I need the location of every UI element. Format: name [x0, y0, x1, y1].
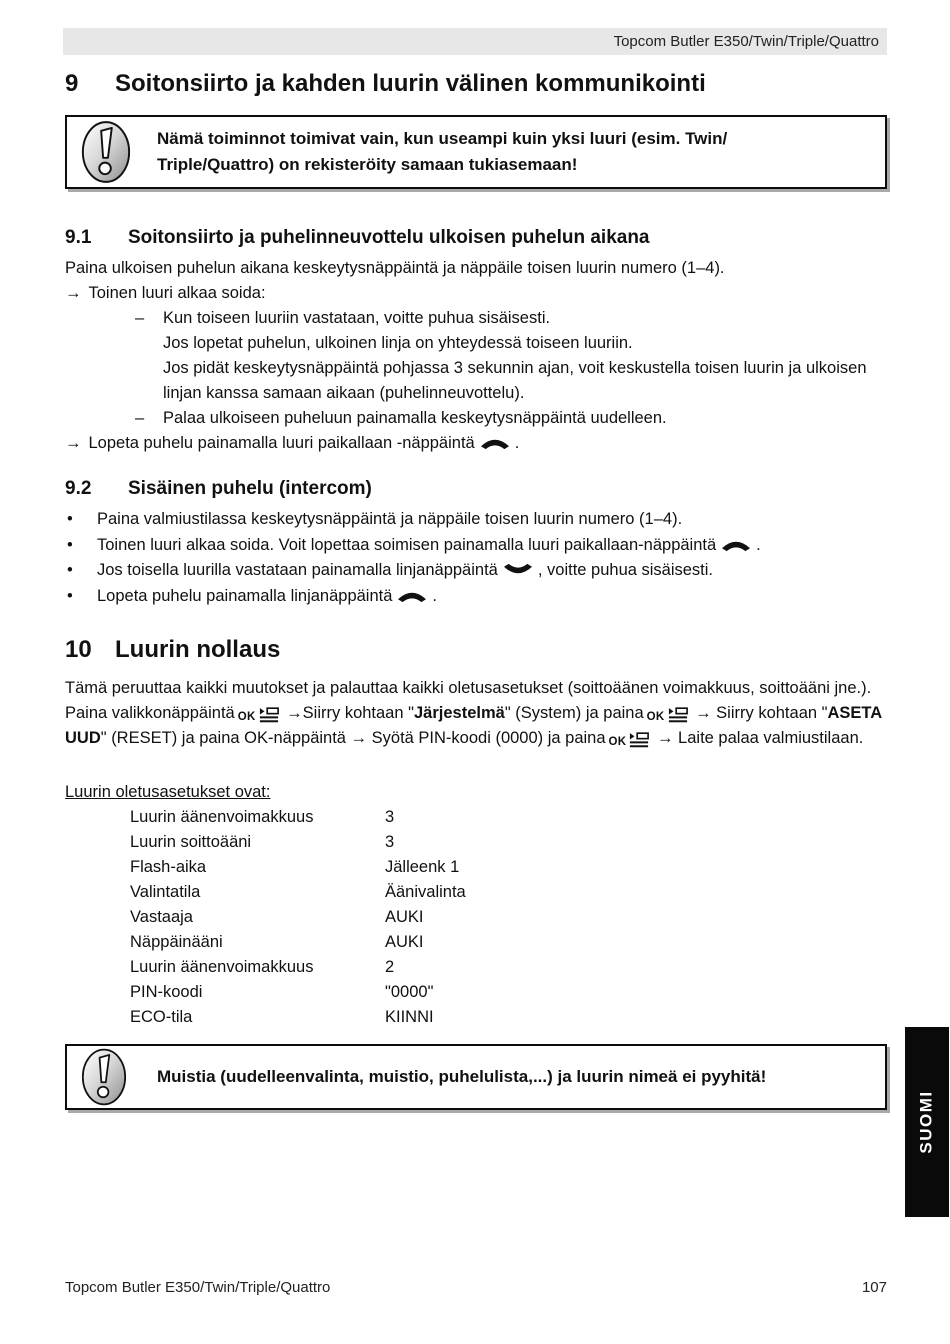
instruction-run: →Siirry kohtaan "	[281, 704, 414, 722]
table-row	[65, 830, 887, 855]
bullet-icon: •	[67, 561, 73, 579]
page-header-bar	[63, 28, 887, 55]
section-9-1-heading	[65, 226, 887, 250]
section-9-heading	[65, 68, 887, 100]
setting-label: PIN-koodi	[130, 983, 203, 1001]
result-text: Lopeta puhelu painamalla luuri paikallaan -näppäintä	[88, 434, 475, 452]
bullet-list-item	[65, 507, 887, 533]
notice-line: Triple/Quattro) on rekisteröity samaan tukiasemaan!	[157, 155, 578, 174]
setting-value: AUKI	[385, 908, 424, 926]
ok-key-label: OK	[646, 711, 665, 723]
reset-instructions-paragraph	[65, 701, 887, 751]
notice-box-multi-handset	[65, 115, 887, 189]
section-9-2-heading	[65, 477, 887, 501]
section-number: 9.1	[65, 227, 92, 248]
bullet-icon: •	[67, 510, 73, 528]
dash-item-text: Palaa ulkoiseen puheluun painamalla keskeytysnäppäintä uudelleen.	[163, 409, 667, 427]
ok-menu-key-icon	[647, 707, 688, 723]
notice-text: Muistia (uudelleenvalinta, muistio, puhelulista,...) ja luurin nimeä ei pyyhitä!	[157, 1067, 767, 1086]
arrow-right-icon: →	[65, 284, 82, 302]
instruction-run: → Siirry kohtaan "	[690, 704, 828, 722]
page-footer	[65, 1279, 887, 1296]
handset-down-icon	[479, 436, 511, 450]
bullet-icon: •	[67, 586, 73, 605]
setting-value: KIINNI	[385, 1008, 434, 1026]
dash-item-text: Kun toiseen luuriin vastataan, voitte puhua sisäisesti.	[163, 309, 551, 327]
ok-menu-key-icon	[609, 732, 650, 748]
bullet-list-item	[65, 558, 887, 584]
dash-item-text: Jos pidät keskeytysnäppäintä pohjassa 3 sekunnin ajan, voit keskustella toisen luurin ja ulkoisen linjan kanssa samaan aikaan (puhelinneuvottelu).	[163, 359, 867, 402]
setting-label: Luurin äänenvoimakkuus	[130, 958, 314, 976]
bullet-text-tail: .	[756, 535, 761, 554]
result-line	[65, 281, 887, 306]
footer-product-name: Topcom Butler E350/Twin/Triple/Quattro	[65, 1279, 331, 1296]
table-row	[65, 1005, 887, 1030]
dash-icon: –	[135, 409, 145, 427]
setting-label: Luurin soittoääni	[130, 833, 252, 851]
dash-list-item	[65, 306, 887, 406]
ok-key-label: OK	[608, 736, 627, 748]
setting-value: 3	[385, 808, 395, 826]
result-text: Toinen luuri alkaa soida:	[88, 284, 266, 302]
setting-label: Vastaaja	[130, 908, 193, 926]
notice-text	[157, 126, 727, 178]
section-title: Luurin nollaus	[115, 636, 281, 663]
bullet-icon: •	[67, 535, 73, 554]
arrow-right-icon: →	[65, 434, 82, 452]
bullet-text: Toinen luuri alkaa soida. Voit lopettaa soimisen painamalla luuri paikallaan-näppäintä	[97, 535, 717, 554]
instruction-run: → Laite palaa valmiustilaan.	[652, 729, 864, 747]
section-title: Soitonsiirto ja puhelinneuvottelu ulkoisen puhelun aikana	[128, 227, 650, 248]
section-title: Soitonsiirto ja kahden luurin välinen kommunikointi	[115, 70, 706, 97]
menu-item-name: Järjestelmä	[413, 704, 505, 722]
bullet-text: Jos toisella luurilla vastataan painamalla linjanäppäintä	[97, 561, 498, 579]
setting-label: Valintatila	[130, 883, 201, 901]
instruction-run: " (System) ja paina	[504, 704, 644, 722]
bullet-text: Paina valmiustilassa keskeytysnäppäintä ja näppäile toisen luurin numero (1–4).	[97, 510, 683, 528]
setting-label: ECO-tila	[130, 1008, 193, 1026]
defaults-table	[65, 805, 887, 1030]
language-tab-suomi	[905, 1027, 949, 1217]
table-row	[65, 955, 887, 980]
section-9-1-intro: Paina ulkoisen puhelun aikana keskeytysnäppäintä ja näppäile toisen luurin numero (1–4).	[65, 259, 725, 277]
menu-item-name: ASETA UUD	[65, 704, 882, 747]
instruction-run: Paina valikkonäppäintä	[65, 704, 235, 722]
exclamation-icon	[79, 119, 157, 185]
section-number: 10	[65, 636, 92, 663]
setting-value: 2	[385, 958, 395, 976]
notice-line: Nämä toiminnot toimivat vain, kun useampi kuin yksi luuri (esim. Twin/	[157, 129, 728, 148]
dash-icon: –	[135, 309, 145, 327]
section-title: Sisäinen puhelu (intercom)	[128, 478, 372, 499]
notice-box-memory	[65, 1044, 887, 1110]
setting-value: "0000"	[385, 983, 434, 1001]
bullet-text-tail: .	[432, 586, 437, 605]
dash-item-text: Jos lopetat puhelun, ulkoinen linja on yhteydessä toiseen luuriin.	[163, 334, 633, 352]
setting-value: AUKI	[385, 933, 424, 951]
language-tab-label: SUOMI	[917, 1090, 937, 1154]
result-line	[65, 431, 887, 456]
setting-value: 3	[385, 833, 395, 851]
table-row	[65, 880, 887, 905]
section-number: 9.2	[65, 478, 92, 499]
setting-label: Luurin äänenvoimakkuus	[130, 808, 314, 826]
result-text-tail: .	[514, 434, 520, 452]
bullet-list-item	[65, 533, 887, 559]
section-10-paragraph: Tämä peruuttaa kaikki muutokset ja palauttaa kaikki oletusasetukset (soittoäänen voimakkuus, soittoääni jne.).	[65, 679, 872, 697]
ok-key-label: OK	[237, 711, 256, 723]
dash-list-item	[65, 406, 887, 431]
table-row	[65, 930, 887, 955]
footer-page-number: 107	[861, 1279, 887, 1296]
ok-menu-key-icon	[238, 707, 279, 723]
bullet-list-item	[65, 584, 887, 610]
section-10-heading	[65, 634, 887, 666]
table-row	[65, 855, 887, 880]
setting-value: Äänivalinta	[385, 883, 466, 901]
table-row	[65, 905, 887, 930]
defaults-heading: Luurin oletusasetukset ovat:	[65, 783, 271, 801]
instruction-run: " (RESET) ja paina OK-näppäintä → Syötä PIN-koodi (0000) ja paina	[100, 729, 606, 747]
setting-value: Jälleenk 1	[385, 858, 460, 876]
table-row	[65, 980, 887, 1005]
page-content	[65, 68, 887, 1110]
header-product-name: Topcom Butler E350/Twin/Triple/Quattro	[613, 33, 879, 50]
handset-down-icon	[720, 538, 752, 552]
exclamation-icon	[79, 1047, 157, 1107]
bullet-text: Lopeta puhelu painamalla linjanäppäintä	[97, 586, 393, 605]
section-number: 9	[65, 70, 79, 97]
handset-up-icon	[502, 563, 534, 577]
setting-label: Näppäinääni	[130, 933, 223, 951]
handset-down-icon	[396, 589, 428, 603]
bullet-text-tail: , voitte puhua sisäisesti.	[537, 561, 714, 579]
setting-label: Flash-aika	[130, 858, 207, 876]
table-row	[65, 805, 887, 830]
